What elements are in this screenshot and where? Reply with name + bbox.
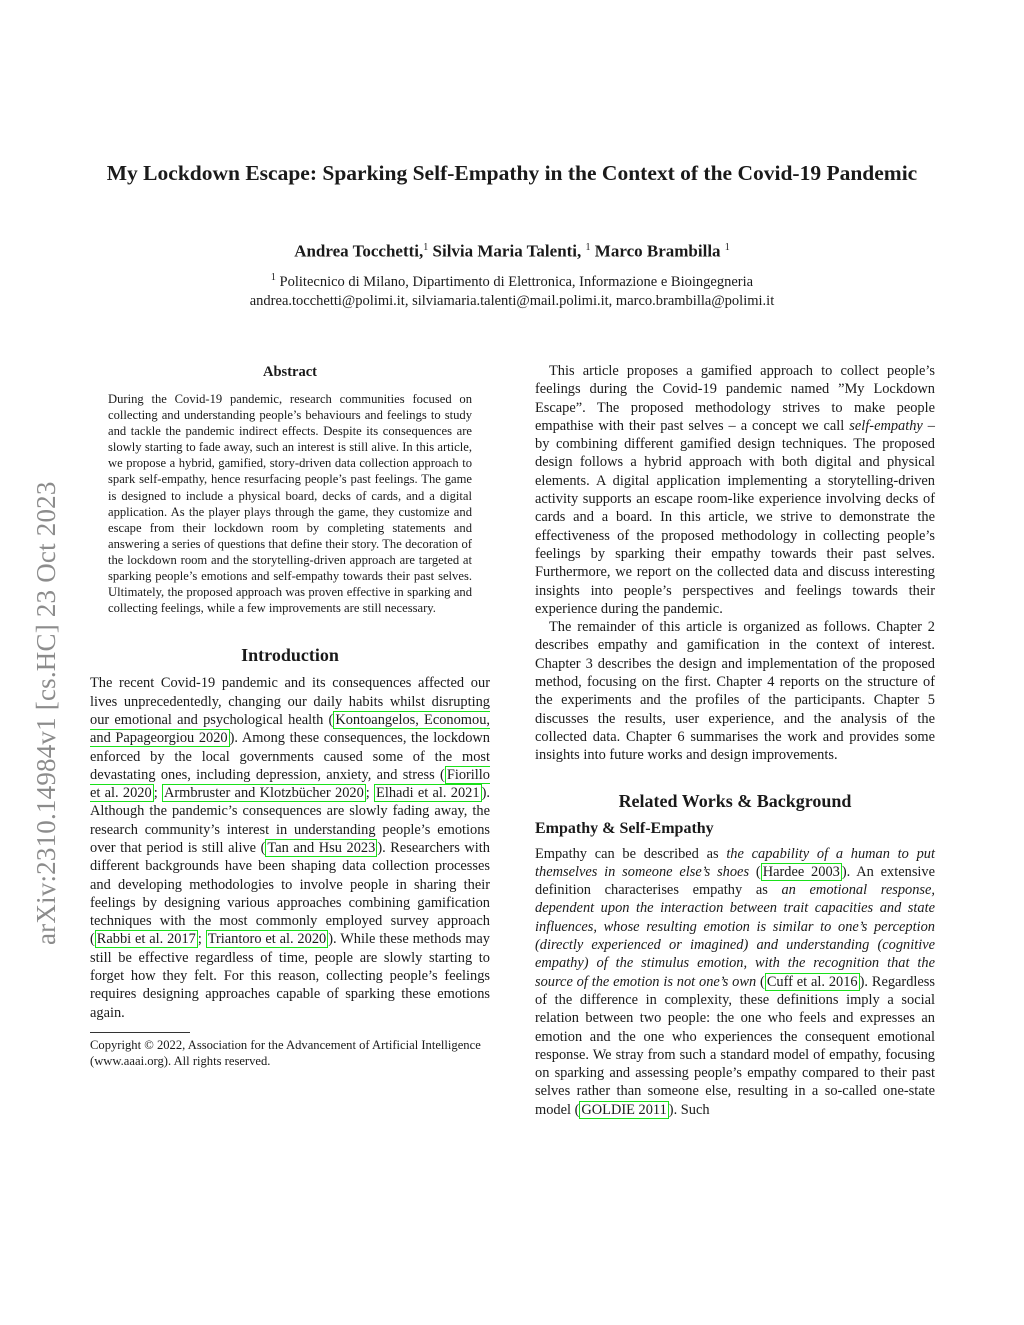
body-text-run: ( xyxy=(756,973,765,990)
body-paragraph xyxy=(535,362,935,618)
body-text-run: ). While these methods may still be effective regardless of time, people are slowly starting to forget how they felt. For this reason, collecting people’s feelings requires designing approaches capable of sparking these emotions again. xyxy=(90,931,490,1021)
citation-link[interactable]: Fiorillo et al. 2020 xyxy=(90,766,490,802)
citation-link[interactable]: Tan and Hsu 2023 xyxy=(267,839,376,856)
author-name: Andrea Tocchetti, xyxy=(294,241,424,261)
citation-link[interactable]: Elhadi et al. 2021 xyxy=(376,785,480,802)
citation-link[interactable]: Armbruster and Klotzbücher 2020 xyxy=(163,785,364,802)
citation-link[interactable]: GOLDIE 2011 xyxy=(581,1101,667,1118)
author-name: Marco Brambilla xyxy=(590,241,725,261)
emphasized-term: self-empathy xyxy=(849,417,923,434)
related-works-heading: Related Works & Background xyxy=(618,790,852,811)
body-text-run: Empathy can be described as xyxy=(535,845,727,862)
left-column xyxy=(90,362,490,1069)
body-text-run: ; xyxy=(197,931,206,948)
right-column xyxy=(535,362,935,1119)
body-text-run: – by combining different gamified design techniques. The proposed design follows a hybrid approach with both digital and physical elements. A digital application implementing a storytelling-driven activity supports an escape room-like experience involving decks of cards and a board. In this article, we strive to demonstrate the effectiveness of the proposed methodology in collecting people’s feelings by sparking their empathy towards their past selves. Furthermore, we report on the collected data and discuss interesting insights into people’s perspectives and feelings towards their experience during the pandemic. xyxy=(535,417,935,617)
body-text-run: ; xyxy=(365,785,375,802)
affiliation-marker: 1 xyxy=(423,242,429,253)
affiliation-block xyxy=(90,268,934,311)
body-text-run: The recent Covid-19 pandemic and its consequences affected our lives unprecedentedly, changing our daily habits whilst disrupting our emotional and psychological health ( xyxy=(90,675,490,728)
affiliation-text: Politecnico di Milano, Dipartimento di Elettronica, Informazione e Bioingegneria xyxy=(275,273,754,290)
body-text-run: ). Among these consequences, the lockdown enforced by the local governments caused some of the most devastating ones, including depression, anxiety, and stress ( xyxy=(90,730,490,783)
footnote-divider xyxy=(90,1032,190,1033)
body-text-run: ( xyxy=(749,863,761,880)
citation-link[interactable]: Rabbi et al. 2017 xyxy=(96,931,196,948)
copyright-footnote: Copyright © 2022, Association for the Advancement of Artificial Intelligence (www.aaai.org). All rights reserved. xyxy=(90,1037,481,1068)
affiliation-line xyxy=(90,268,934,292)
body-text-run: ). Although the pandemic’s consequences are slowly fading away, the research community’s interest in understanding people’s emotions over that period is still alive ( xyxy=(90,785,490,856)
body-text-run: ). An extensive definition characterises empathy as xyxy=(535,863,936,899)
abstract-heading: Abstract xyxy=(263,364,317,380)
paper-title: My Lockdown Escape: Sparking Self-Empathy in the Context of the Covid-19 Pandemic xyxy=(106,161,918,185)
body-text-run: ). Regardless of the difference in complexity, these definitions imply a social relation between two people: the one who feels and expresses an emotion and the one who experiences the consequent emotional response. We stray from such a standard model of empathy, focusing on sparking and assessing people’s empathy compared to their past selves rather than someone else, resulting in a so-called one-state model ( xyxy=(535,973,936,1118)
body-paragraph: The remainder of this article is organized as follows. Chapter 2 describes empathy and gamification in the context of interest. Chapter 3 describes the design and implementation of the proposed method, focusing on the first. Chapter 4 reports on the structure of the experiments and the profiles of the participants. Chapter 5 discusses the results, user experience, and the analysis of the collected data. Chapter 6 summarises the work and provides some insights into future works and design improvements. xyxy=(535,619,935,764)
author-list xyxy=(90,237,934,263)
related-works-paragraph xyxy=(535,845,935,1119)
empathy-subheading: Empathy & Self-Empathy xyxy=(535,819,714,837)
body-text-run: This article proposes a gamified approach to collect people’s feelings during the Covid-19 pandemic named ”My Lockdown Escape”. The proposed methodology strives to make people empathise with their past selves – a concept we call xyxy=(535,363,935,434)
arxiv-identifier: arXiv:2310.14984v1 [cs.HC] 23 Oct 2023 xyxy=(31,481,61,945)
introduction-heading: Introduction xyxy=(241,645,339,666)
citation-link[interactable]: Kontoangelos, Economou, and Papageorgiou 2020 xyxy=(90,711,490,747)
affiliation-marker: 1 xyxy=(270,272,276,283)
author-name: Silvia Maria Talenti, xyxy=(428,241,586,261)
emphasized-quote: an emotional response, dependent upon the interaction between trait capacities and state influences, whose resulting emotion is similar to one’s perception (directly experienced or imagined) and understanding (cognitive empathy) of the stimulus emotion, with the recognition that the source of the emotion is not one’s own xyxy=(535,882,935,990)
emphasized-quote: the capability of a human to put themselves in someone else’s shoes xyxy=(535,845,935,880)
affiliation-marker: 1 xyxy=(724,242,730,253)
body-text-run: ). Such xyxy=(668,1101,710,1118)
author-emails: andrea.tocchetti@polimi.it, silviamaria.talenti@mail.polimi.it, marco.brambilla@polimi.it xyxy=(249,292,775,309)
body-text-run: ). Researchers with different backgrounds have been shaping data collection processes and developing methodologies to involve people in sharing their feelings by designing various approaches combining gamification techniques with the most commonly employed survey approach ( xyxy=(90,839,490,948)
citation-link[interactable]: Triantoro et al. 2020 xyxy=(207,931,327,948)
citation-link[interactable]: Cuff et al. 2016 xyxy=(766,973,858,990)
affiliation-marker: 1 xyxy=(585,242,591,253)
citation-link[interactable]: Hardee 2003 xyxy=(762,863,840,880)
introduction-paragraph xyxy=(90,674,490,1022)
body-text-run: ; xyxy=(153,785,162,802)
abstract-text: During the Covid-19 pandemic, research communities focused on collecting and understanding people’s behaviours and feelings to study and tackle the pandemic indirect effects. Despite its consequences are slowly starting to fade away, such an interest is still alive. In this article, we propose a hybrid, gamified, story-driven data collection approach to spark self-empathy, hence resurfacing people’s past feelings. The game is designed to include a physical board, decks of cards, and a digital application. As the player plays through the game, they customize and escape from their lockdown room by completing statements and answering a series of questions that define their story. The decoration of the lockdown room and the storytelling-driven approach are targeted at sparking people’s emotions and self-empathy towards their past selves. Ultimately, the proposed approach was proven effective in sparking and collecting feelings, while a few improvements are still necessary. xyxy=(108,392,472,616)
